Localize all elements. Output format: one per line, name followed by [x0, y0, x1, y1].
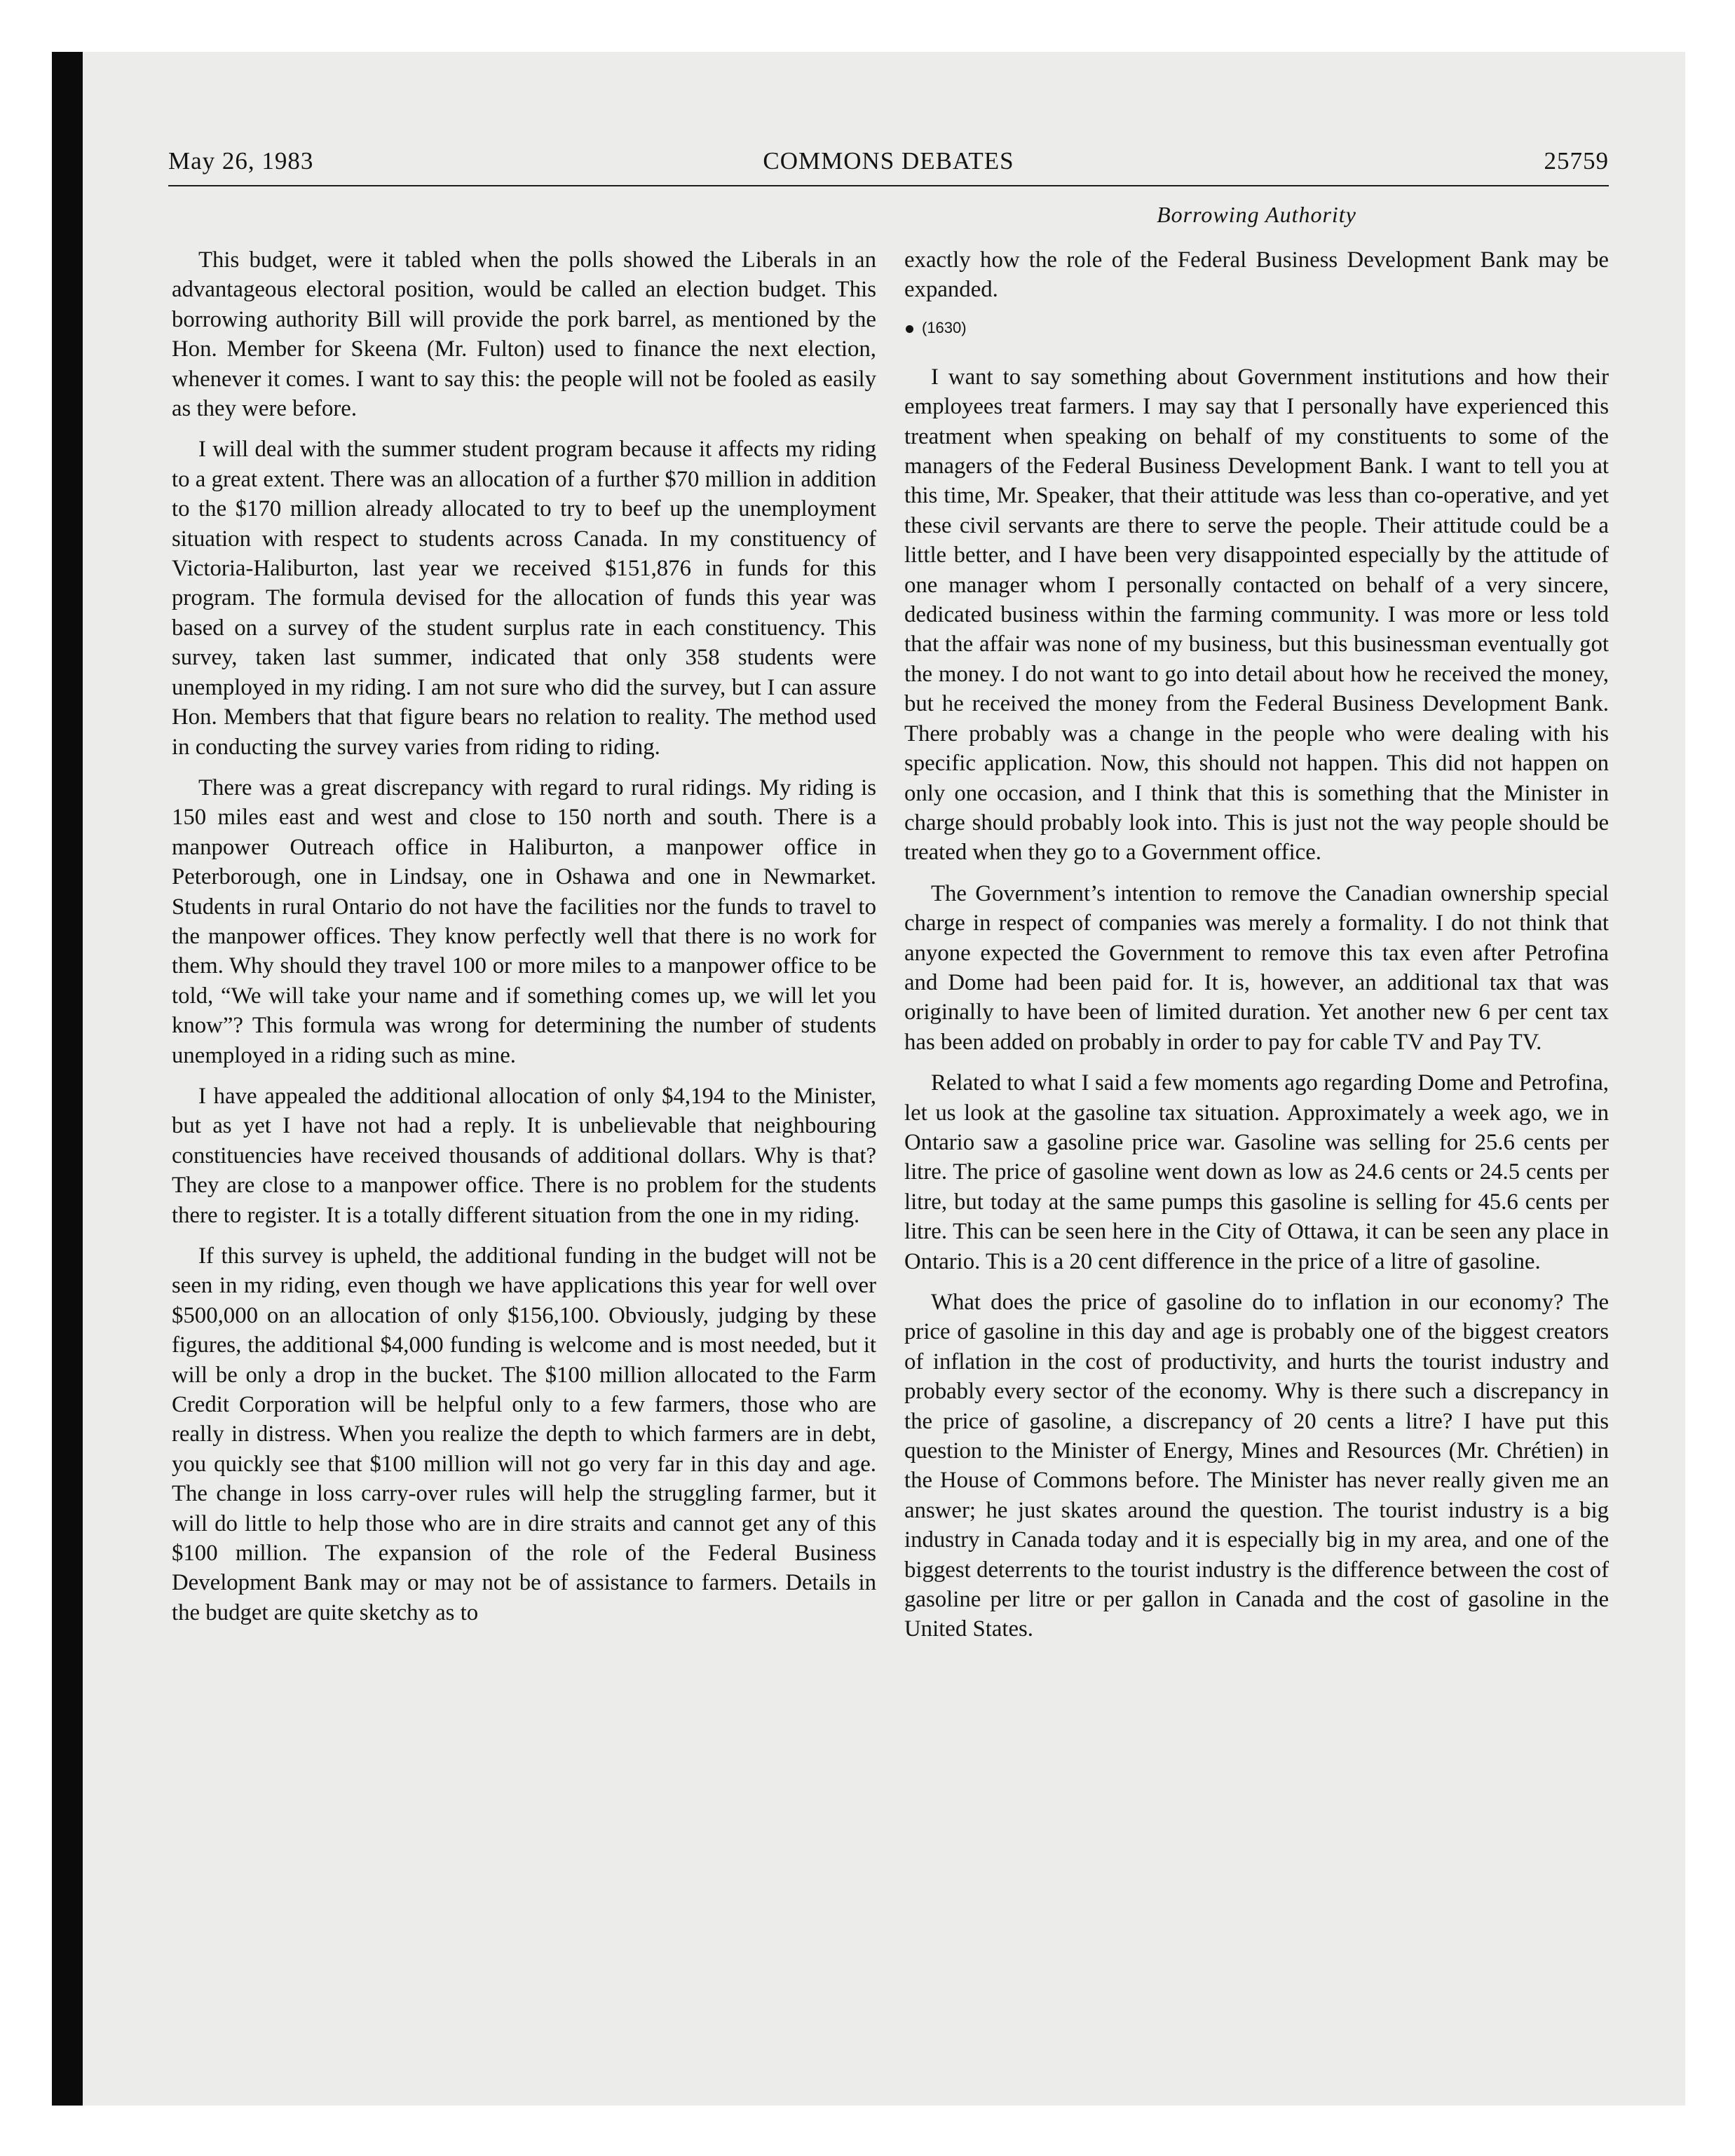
header-date: May 26, 1983	[168, 147, 314, 175]
scan-edge-shadow	[52, 52, 83, 2106]
page-header	[168, 147, 1609, 186]
right-paragraph: Related to what I said a few moments ago regarding Dome and Petrofina, let us look at the gasoline tax situation. Approximately a week ago, we in Ontario saw a gasoline price war. Gasoline was selling for 25.6 cents per litre. The price of gasoline went down as low as 24.6 cents or 24.5 cents per litre, but today at the same pumps this gasoline is selling for 45.6 cents per litre. This can be seen here in the City of Ottawa, it can be seen any place in Ontario. This is a 20 cent difference in the price of a litre of gasoline.	[904, 1070, 1609, 1274]
time-marker-text: (1630)	[922, 318, 967, 336]
header-page-number: 25759	[1544, 147, 1609, 175]
left-paragraph: This budget, were it tabled when the polls showed the Liberals in an advantageous electoral position, would be called an election budget. This borrowing authority Bill will provide the pork barrel, as mentioned by the Hon. Member for Skeena (Mr. Fulton) used to finance the next election, whenever it comes. I want to say this: the people will not be fooled as easily as they were before.	[172, 247, 876, 422]
left-column	[172, 245, 876, 1639]
running-head: Borrowing Authority	[1157, 202, 1356, 227]
header-rule	[168, 185, 1609, 186]
bullet-icon	[906, 325, 913, 333]
time-marker	[904, 318, 1609, 339]
left-paragraph: If this survey is upheld, the additional funding in the budget will not be seen in my riding, even though we have applications this year for well over $500,000 on an allocation of only $156,100. Obviously, judging by these figures, the additional $4,000 funding is welcome and is most needed, but it will be only a drop in the bucket. The $100 million allocated to the Farm Credit Corporation will be helpful only to a few farmers, those who are really in distress. When you realize the depth to which farmers are in debt, you quickly see that $100 million will not go very far in this day and age. The change in loss carry-over rules will help the struggling farmer, but it will do little to help those who are in dire straits and cannot get any of this $100 million. The expansion of the role of the Federal Business Development Bank may or may not be of assistance to farmers. Details in the budget are quite sketchy as to	[172, 1243, 876, 1625]
right-paragraph: What does the price of gasoline do to inflation in our economy? The price of gasoline in this day and age is probably one of the biggest creators of inflation in the cost of productivity, and hurts the tourist industry and probably every sector of the economy. Why is there such a discrepancy in the price of gasoline, a discrepancy of 20 cents a litre? I have put this question to the Minister of Energy, Mines and Resources (Mr. Chrétien) in the House of Commons before. The Minister has never really given me an answer; he just skates around the question. The tourist industry is a big industry in Canada today and it is especially big in my area, and one of the biggest deterrents to the tourist industry is the difference between the cost of gasoline per litre or per gallon in Canada and the cost of gasoline in the United States.	[904, 1290, 1609, 1642]
left-paragraph: I will deal with the summer student program because it affects my riding to a great extent. There was an allocation of a further $70 million in addition to the $170 million already allocated to try to beef up the unemployment situation with respect to students across Canada. In my constituency of Victoria-Haliburton, last year we received $151,876 in funds for this program. The formula devised for the allocation of funds this year was based on a survey of the student surplus rate in each constituency. This survey, taken last summer, indicated that only 358 students were unemployed in my riding. I am not sure who did the survey, but I can assure Hon. Members that that figure bears no relation to reality. The method used in conducting the survey varies from riding to riding.	[172, 437, 876, 760]
header-title: COMMONS DEBATES	[763, 147, 1014, 175]
left-paragraph: There was a great discrepancy with regard to rural ridings. My riding is 150 miles east and west and close to 150 north and south. There is a manpower Outreach office in Haliburton, a manpower office in Peterborough, one in Lindsay, one in Oshawa and one in Newmarket. Students in rural Ontario do not have the facilities nor the funds to travel to the manpower offices. They know perfectly well that there is no work for them. Why should they travel 100 or more miles to a manpower office to be told, “We will take your name and if something comes up, we will let you know”? This formula was wrong for determining the number of students unemployed in a riding such as mine.	[172, 775, 876, 1068]
left-paragraph: I have appealed the additional allocation of only $4,194 to the Minister, but as yet I have not had a reply. It is unbelievable that neighbouring constituencies have received thousands of additional dollars. Why is that? They are close to a manpower office. There is no problem for the students there to register. It is a totally different situation from the one in my riding.	[172, 1083, 876, 1228]
right-paragraph: I want to say something about Government institutions and how their employees treat farmers. I may say that I personally have experienced this treatment when speaking on behalf of my constituents to some of the managers of the Federal Business Development Bank. I want to tell you at this time, Mr. Speaker, that their attitude was less than co-operative, and yet these civil servants are there to serve the people. Their attitude could be a little better, and I have been very disappointed especially by the attitude of one manager whom I personally contacted on behalf of a very sincere, dedicated business within the farming community. I was more or less told that the affair was none of my business, but this businessman eventually got the money. I do not want to go into detail about how he received the money, but he received the money from the Federal Business Development Bank. There probably was a change in the people who were dealing with his specific application. Now, this should not happen. This did not happen on only one occasion, and I think that this is something that the Minister in charge should probably look into. This is just not the way people should be treated when they go to a Government office.	[904, 364, 1609, 866]
right-paragraph: The Government’s intention to remove the Canadian ownership special charge in respect of companies was merely a formality. I do not think that anyone expected the Government to remove this tax even after Petrofina and Dome had been paid for. It is, however, an additional tax that was originally to have been of limited duration. Yet another new 6 per cent tax has been added on probably in order to pay for cable TV and Pay TV.	[904, 880, 1609, 1055]
continued-paragraph: exactly how the role of the Federal Business Development Bank may be expanded.	[904, 247, 1609, 303]
right-column	[904, 245, 1609, 1656]
